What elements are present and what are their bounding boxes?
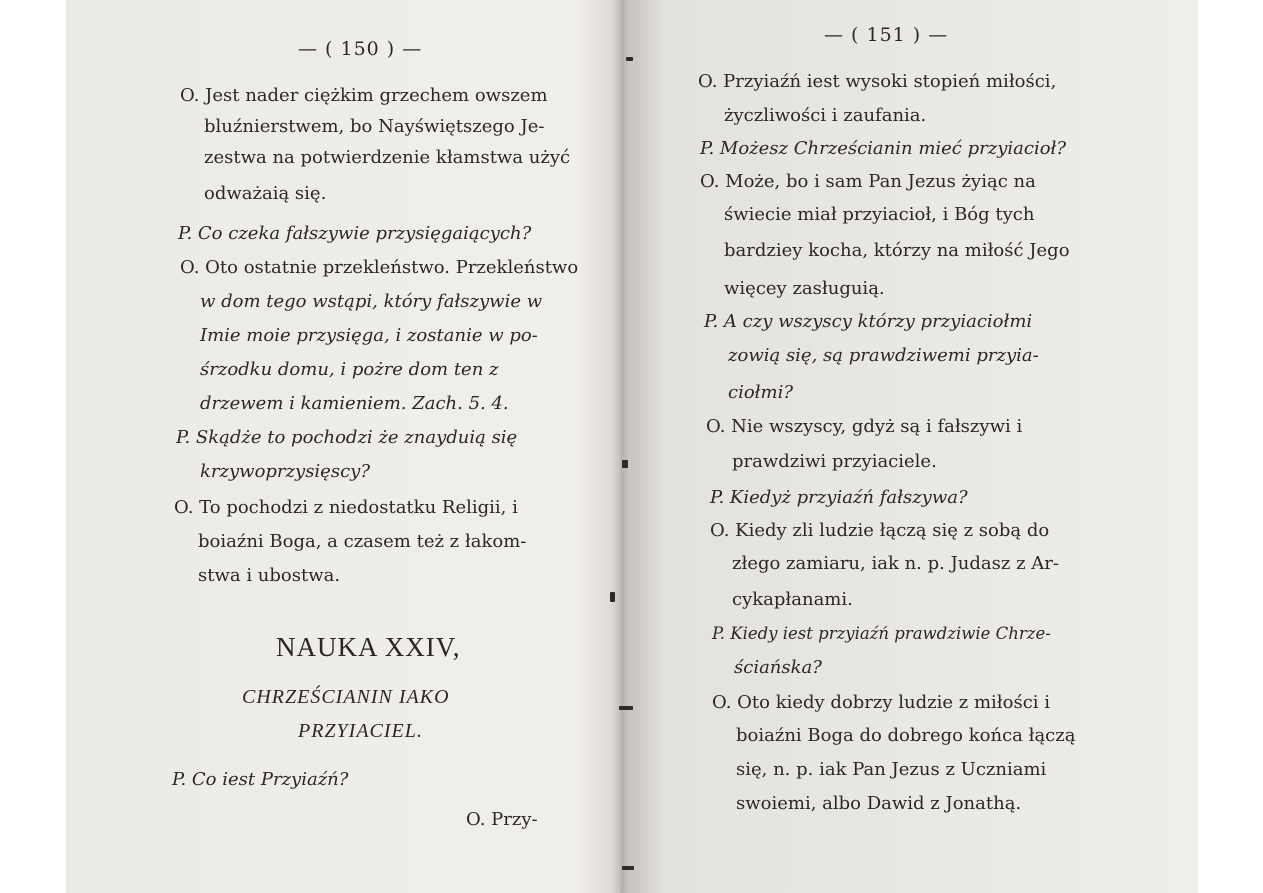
text-line: bardziey kocha, którzy na miłość Jego	[724, 240, 1070, 261]
text-line: w dom tego wstąpi, który fałszywie w	[200, 291, 543, 312]
text-line: boiaźni Boga, a czasem też z łakom-	[198, 531, 527, 552]
text-line: P. Skądże to pochodzi że znayduią się	[176, 427, 518, 448]
text-line: życzliwości i zaufania.	[724, 105, 927, 126]
text-line: ciołmi?	[728, 382, 793, 403]
text-line: złego zamiaru, iak n. p. Judasz z Ar-	[732, 553, 1059, 574]
text-line: P. A czy wszyscy którzy przyiaciołmi	[704, 311, 1033, 332]
text-line: P. Kiedyż przyiaźń fałszywa?	[710, 487, 968, 508]
catchword: O. Przy-	[466, 809, 538, 830]
text-line: O. Oto kiedy dobrzy ludzie z miłości i	[712, 692, 1051, 713]
text-line: cykapłanami.	[732, 589, 853, 610]
text-line: P. Możesz Chrześcianin mieć przyiacioł?	[700, 138, 1067, 159]
text-line: prawdziwi przyiaciele.	[732, 451, 937, 472]
section-subtitle: CHRZEŚCIANIN IAKO	[242, 686, 450, 708]
text-line: boiaźni Boga do dobrego końca łączą	[736, 725, 1076, 746]
page-number: — ( 151 ) —	[824, 24, 949, 46]
text-line: O. Może, bo i sam Pan Jezus żyiąc na	[700, 171, 1036, 192]
text-line: świecie miał przyiacioł, i Bóg tych	[724, 204, 1035, 225]
text-line: O. Kiedy zli ludzie łączą się z sobą do	[710, 520, 1050, 541]
left-page	[66, 0, 622, 893]
page-number: — ( 150 ) —	[298, 38, 423, 60]
text-line: Imie moie przysięga, i zostanie w po-	[200, 325, 538, 346]
text-line: swoiemi, albo Dawid z Jonathą.	[736, 793, 1022, 814]
text-line: śrzodku domu, i pożre dom ten z	[200, 359, 499, 380]
text-line: O. Nie wszyscy, gdyż są i fałszywi i	[706, 416, 1023, 437]
text-line: bluźnierstwem, bo Nayświętszego Je-	[204, 116, 545, 137]
text-line: się, n. p. iak Pan Jezus z Uczniami	[736, 759, 1047, 780]
section-subtitle: PRZYIACIEL.	[298, 720, 423, 742]
right-page	[624, 0, 1198, 893]
text-line: ściańska?	[734, 657, 822, 678]
text-line: odważaią się.	[204, 183, 327, 204]
text-line: O. To pochodzi z niedostatku Religii, i	[174, 497, 518, 518]
question-line: P. Co iest Przyiaźń?	[172, 769, 349, 790]
section-title: NAUKA XXIV,	[276, 632, 461, 662]
text-line: drzewem i kamieniem. Zach. 5. 4.	[200, 393, 509, 414]
text-line: O. Przyiaźń iest wysoki stopień miłości,	[698, 71, 1057, 92]
text-line: P. Co czeka fałszywie przysięgaiących?	[178, 223, 532, 244]
text-line: zowią się, są prawdziwemi przyia-	[728, 345, 1039, 366]
text-line: więcey zasługuią.	[724, 278, 885, 299]
text-line: zestwa na potwierdzenie kłamstwa użyć	[204, 147, 571, 168]
text-line: P. Kiedy iest przyiaźń prawdziwie Chrze-	[712, 624, 1051, 643]
text-line: krzywoprzysięscy?	[200, 461, 370, 482]
text-line: stwa i ubostwa.	[198, 565, 341, 586]
text-line: O. Jest nader ciężkim grzechem owszem	[180, 85, 548, 106]
text-line: O. Oto ostatnie przekleństwo. Przekleństwo	[180, 257, 579, 278]
